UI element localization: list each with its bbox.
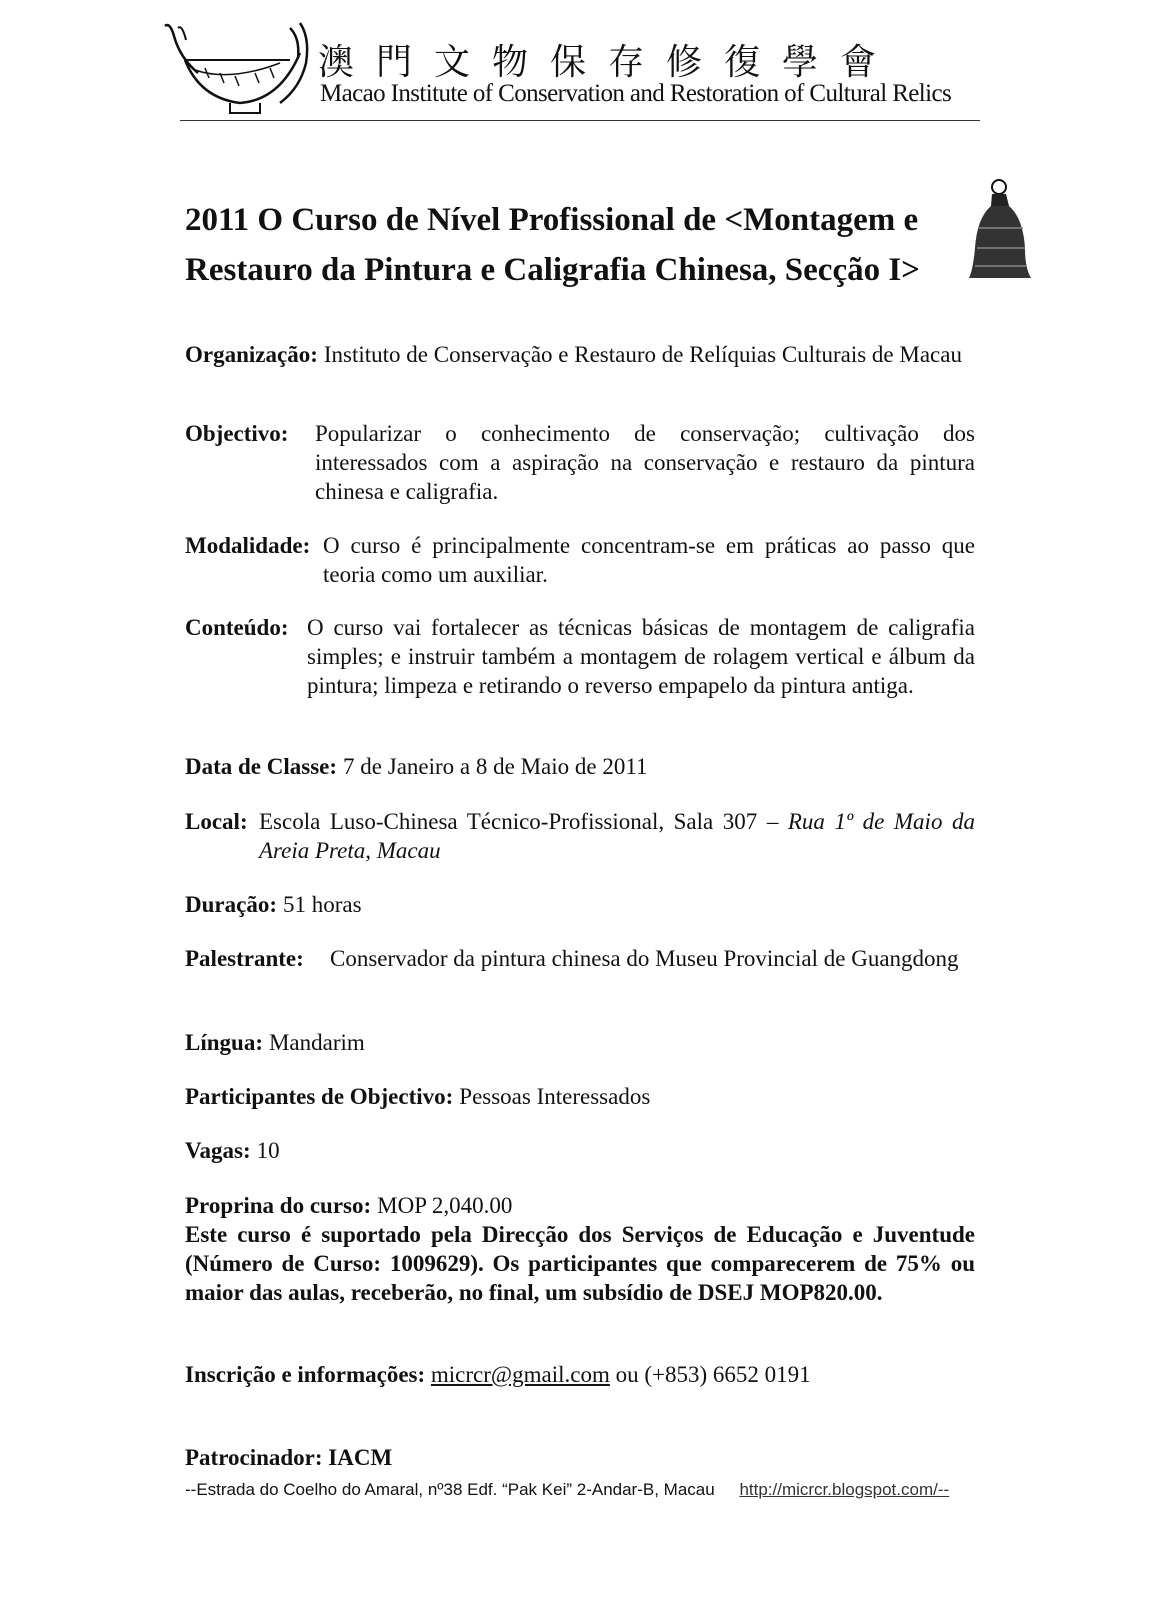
inscricao-field bbox=[185, 1360, 975, 1389]
local-label: Local: bbox=[185, 809, 248, 834]
local-field bbox=[185, 807, 975, 865]
organizacao-field bbox=[185, 340, 975, 369]
propina-field bbox=[185, 1191, 975, 1307]
modalidade-label: Modalidade: bbox=[185, 533, 311, 558]
footer-address: --Estrada do Coelho do Amaral, nº38 Edf. “Pak Kei” 2-Andar-B, Macau bbox=[185, 1480, 715, 1499]
participantes-field bbox=[185, 1082, 975, 1111]
institute-logo bbox=[160, 18, 310, 118]
objectivo-value: Popularizar o conhecimento de conservação; cultivação dos interessados com a aspiração na conservação e restauro da pintura chinesa e caligrafia. bbox=[315, 421, 975, 504]
lingua-label: Língua: bbox=[185, 1030, 263, 1055]
propina-label: Proprina do curso: bbox=[185, 1193, 372, 1218]
palestrante-label: Palestrante: bbox=[185, 946, 304, 971]
course-title-line-2: Restauro da Pintura e Caligrafia Chinesa, Secção I> bbox=[185, 252, 920, 288]
local-school: Escola Luso-Chinesa Técnico-Profissional, Sala 307 – bbox=[259, 809, 788, 834]
inscricao-label: Inscrição e informações: bbox=[185, 1362, 426, 1387]
lingua-value: Mandarim bbox=[268, 1030, 365, 1055]
participantes-label: Participantes de Objectivo: bbox=[185, 1084, 454, 1109]
patrocinador-label: Patrocinador: IACM bbox=[185, 1445, 393, 1470]
letterhead bbox=[160, 18, 980, 122]
objectivo-field bbox=[185, 419, 975, 506]
institute-english-name: Macao Institute of Conservation and Restoration of Cultural Relics bbox=[320, 80, 952, 107]
course-title bbox=[185, 195, 975, 295]
organizacao-label: Organização: bbox=[185, 342, 318, 367]
local-address: Rua 1º de Maio da Areia Preta, Macau bbox=[259, 809, 975, 863]
organizacao-value: Instituto de Conservação e Restauro de Relíquias Culturais de Macau bbox=[323, 342, 962, 367]
vagas-field bbox=[185, 1136, 975, 1165]
modalidade-field bbox=[185, 531, 975, 589]
palestrante-field bbox=[185, 944, 975, 973]
duracao-label: Duração: bbox=[185, 892, 277, 917]
duracao-field bbox=[185, 890, 975, 919]
palestrante-value: Conservador da pintura chinesa do Museu Provincial de Guangdong bbox=[330, 946, 959, 971]
conteudo-value: O curso vai fortalecer as técnicas básicas de montagem de caligrafia simples; e instruir também a montagem de rolagem vertical e álbum da pintura; limpeza e retirando o reverso empapelo da pintura antiga. bbox=[307, 615, 975, 698]
participantes-value: Pessoas Interessados bbox=[459, 1084, 651, 1109]
vagas-label: Vagas: bbox=[185, 1138, 251, 1163]
conteudo-field bbox=[185, 613, 975, 700]
header-divider bbox=[180, 120, 980, 121]
modalidade-value: O curso é principalmente concentram-se em práticas ao passo que teoria como um auxiliar. bbox=[323, 533, 975, 587]
conteudo-label: Conteúdo: bbox=[185, 615, 289, 640]
contact-phone: ou (+853) 6652 0191 bbox=[615, 1362, 811, 1387]
footer bbox=[185, 1480, 949, 1500]
duracao-value: 51 horas bbox=[282, 892, 362, 917]
bronze-bell-icon bbox=[965, 178, 1035, 283]
contact-email-link[interactable]: micrcr@gmail.com bbox=[430, 1362, 610, 1387]
propina-value: MOP 2,040.00 bbox=[377, 1193, 513, 1218]
institute-chinese-name: 澳門文物保存修復學會 bbox=[318, 42, 899, 83]
subsidio-notice: Este curso é suportado pela Direcção dos Serviços de Educação e Juventude (Número de Curso: 1009629). Os participantes que comparecerem de 75% ou maior das aulas, receberão, no final, um subsídio de DSEJ MOP820.00. bbox=[185, 1222, 975, 1305]
footer-blog-link[interactable]: http://micrcr.blogspot.com/-- bbox=[739, 1480, 950, 1499]
data-classe-value: 7 de Janeiro a 8 de Maio de 2011 bbox=[343, 754, 648, 779]
course-title-line-1: 2011 O Curso de Nível Profissional de <Montagem e bbox=[185, 202, 919, 238]
vagas-value: 10 bbox=[256, 1138, 280, 1163]
objectivo-label: Objectivo: bbox=[185, 421, 289, 446]
data-classe-field bbox=[185, 752, 975, 781]
lingua-field bbox=[185, 1028, 975, 1057]
patrocinador-field bbox=[185, 1443, 975, 1472]
data-classe-label: Data de Classe: bbox=[185, 754, 338, 779]
local-value bbox=[259, 807, 975, 865]
